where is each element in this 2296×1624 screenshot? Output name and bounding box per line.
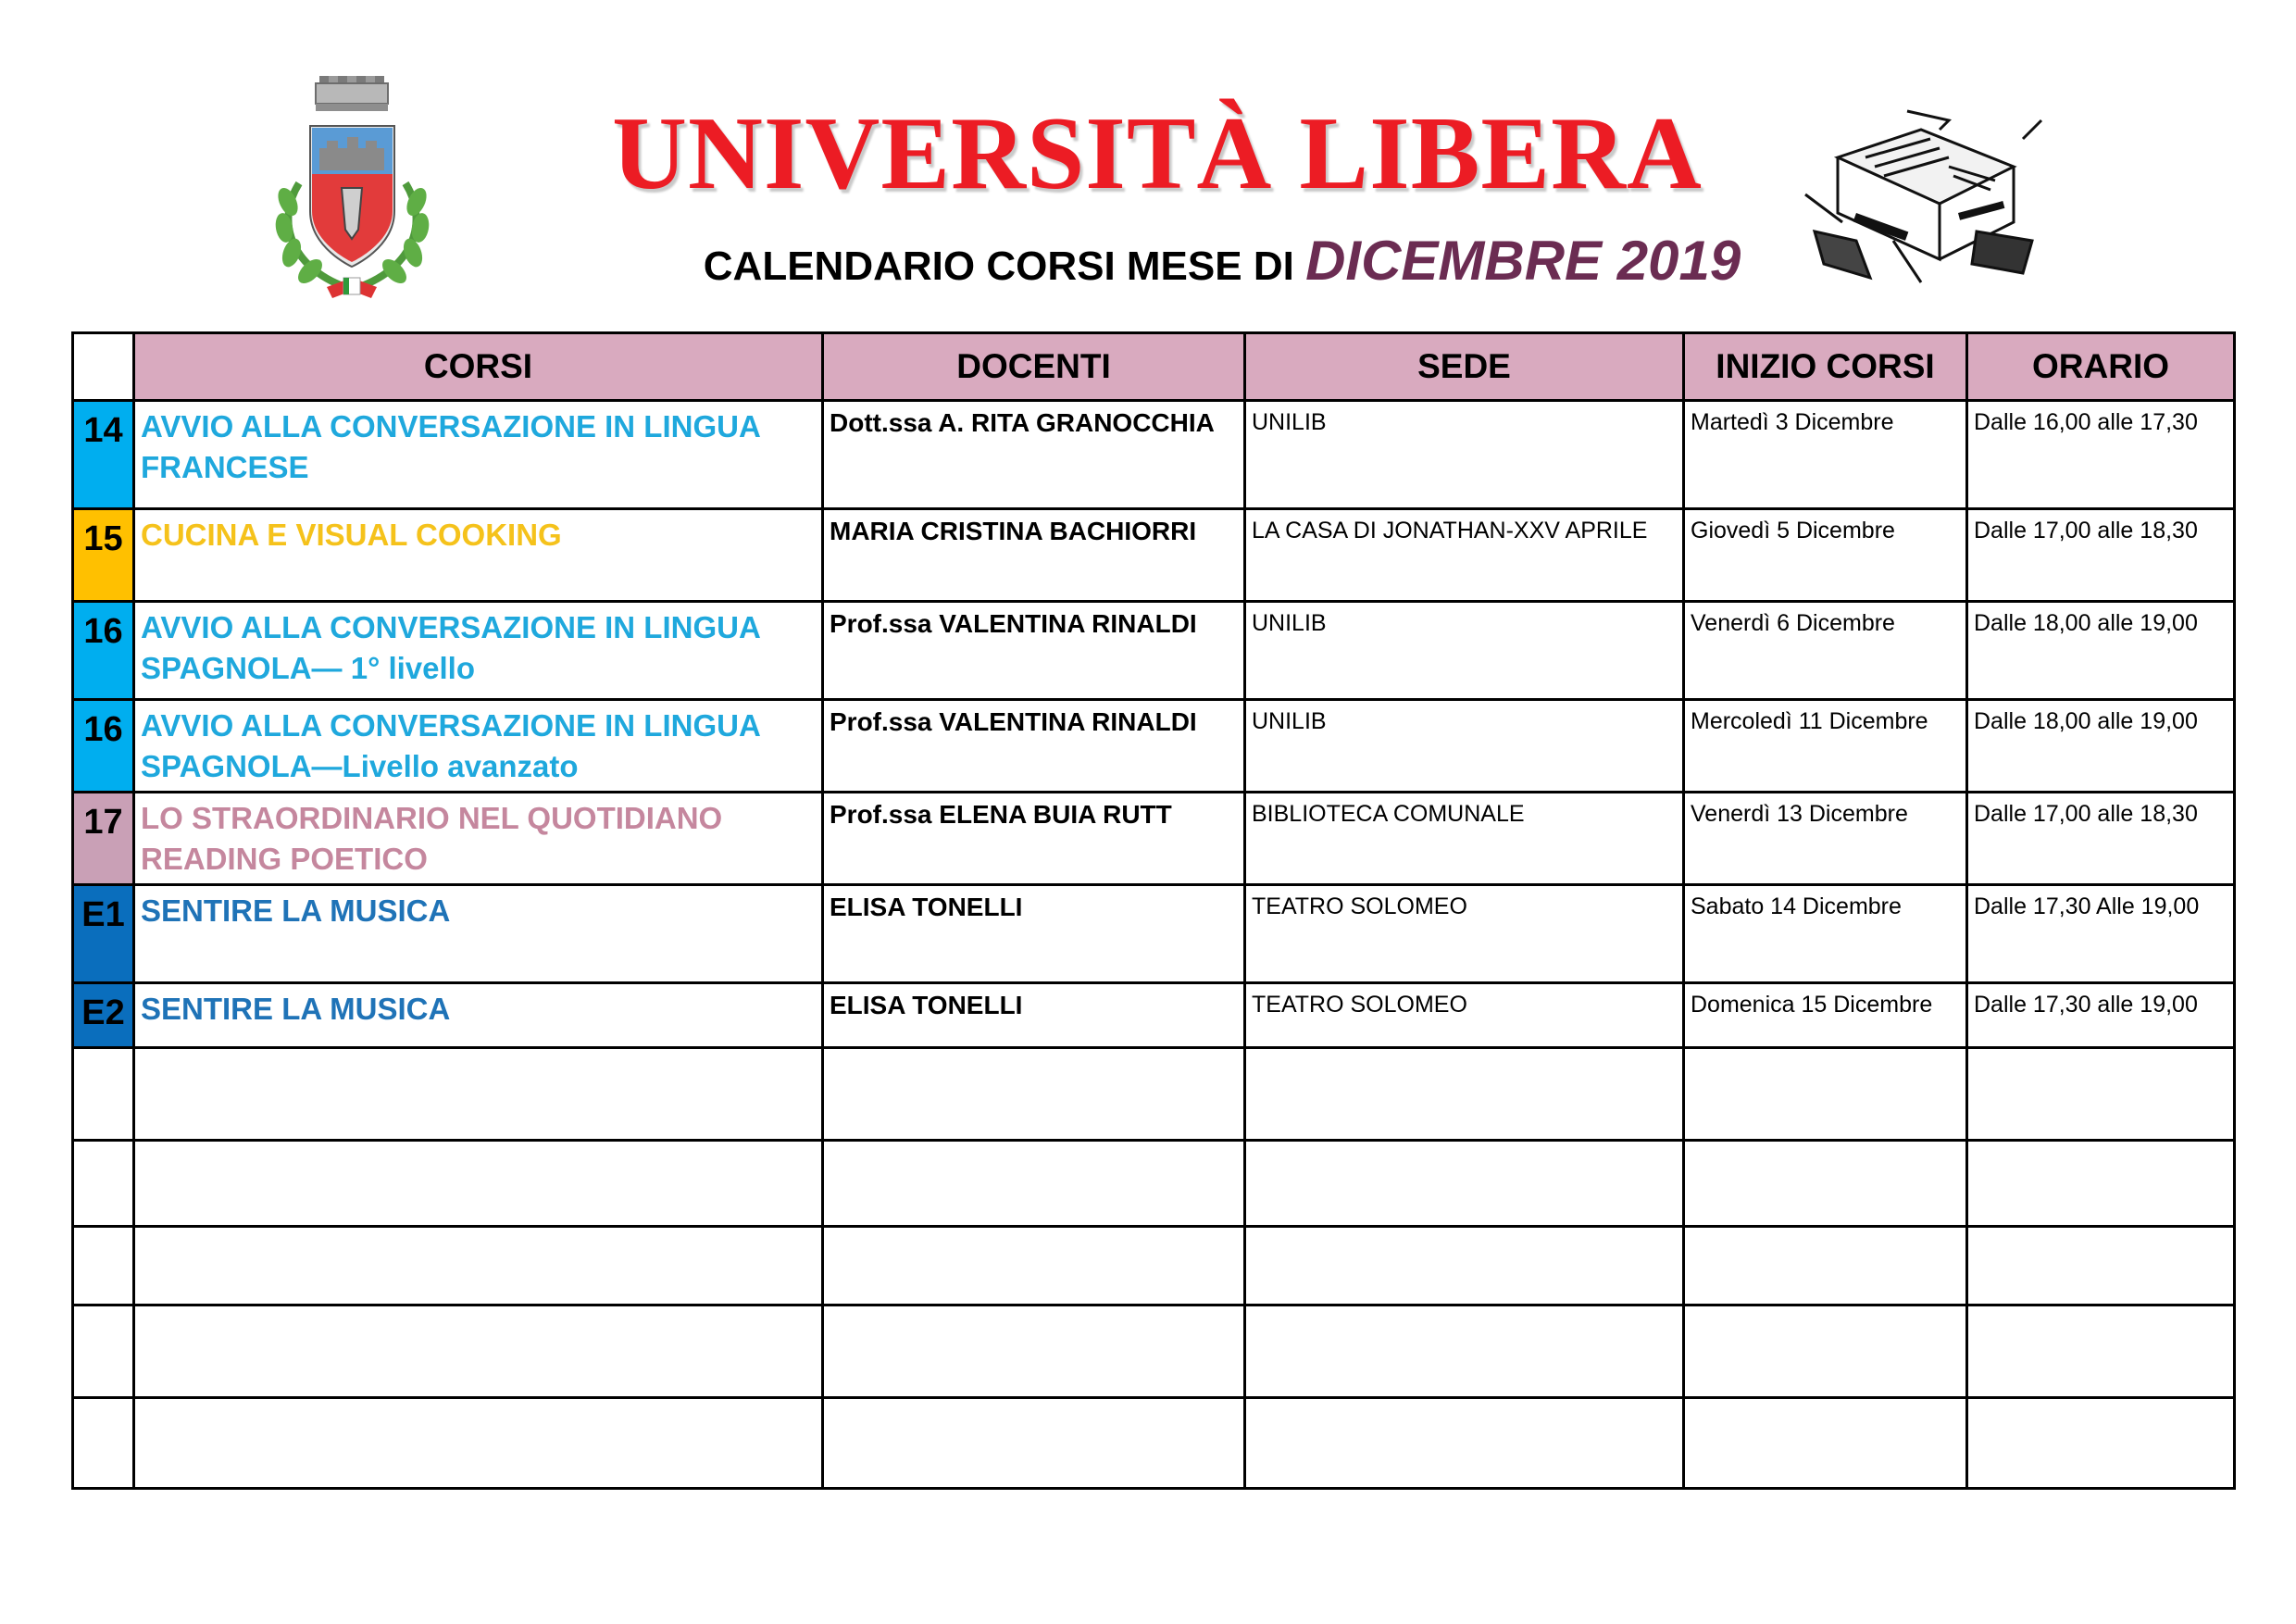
course-number: 15 (73, 509, 134, 602)
course-number: E2 (73, 983, 134, 1048)
course-title-line: SPAGNOLA—Livello avanzato (141, 749, 579, 783)
empty-table-row (73, 1305, 2235, 1398)
course-title-line: FRANCESE (141, 450, 309, 484)
course-number: 16 (73, 602, 134, 700)
column-header-sede: SEDE (1245, 333, 1684, 401)
course-number: 16 (73, 700, 134, 793)
teacher-name: Prof.ssa VALENTINA RINALDI (823, 602, 1245, 700)
teacher-name: ELISA TONELLI (823, 885, 1245, 983)
course-title-line: READING POETICO (141, 842, 428, 876)
teacher-name: MARIA CRISTINA BACHIORRI (823, 509, 1245, 602)
column-header-corsi: CORSI (134, 333, 823, 401)
start-date: Giovedì 5 Dicembre (1684, 509, 1967, 602)
venue: TEATRO SOLOMEO (1245, 885, 1684, 983)
table-row (73, 401, 2235, 509)
course-title (134, 700, 823, 793)
teacher-name: ELISA TONELLI (823, 983, 1245, 1048)
table-row (73, 885, 2235, 983)
schedule-time: Dalle 16,00 alle 17,30 (1967, 401, 2235, 509)
course-title-line: AVVIO ALLA CONVERSAZIONE IN LINGUA (141, 708, 761, 743)
empty-table-row (73, 1141, 2235, 1227)
course-title-line: SENTIRE LA MUSICA (141, 893, 451, 928)
start-date: Martedì 3 Dicembre (1684, 401, 1967, 509)
course-number: 17 (73, 793, 134, 885)
start-date: Sabato 14 Dicembre (1684, 885, 1967, 983)
teacher-name: Prof.ssa ELENA BUIA RUTT (823, 793, 1245, 885)
course-title-line: AVVIO ALLA CONVERSAZIONE IN LINGUA (141, 610, 761, 644)
subtitle-month: DICEMBRE 2019 (1305, 230, 1741, 292)
course-title (134, 983, 823, 1048)
venue: UNILIB (1245, 401, 1684, 509)
table-row (73, 793, 2235, 885)
column-header-orario: ORARIO (1967, 333, 2235, 401)
subtitle-prefix: CALENDARIO CORSI MESE DI (703, 244, 1294, 289)
column-header-inizio-corsi: INIZIO CORSI (1684, 333, 1967, 401)
calendar-subtitle (0, 230, 2296, 292)
venue: TEATRO SOLOMEO (1245, 983, 1684, 1048)
venue: LA CASA DI JONATHAN-XXV APRILE (1245, 509, 1684, 602)
course-title (134, 885, 823, 983)
course-title (134, 793, 823, 885)
table-row (73, 509, 2235, 602)
course-title-line: SENTIRE LA MUSICA (141, 992, 451, 1026)
header-corner-cell (73, 333, 134, 401)
schedule-time: Dalle 17,30 Alle 19,00 (1967, 885, 2235, 983)
schedule-time: Dalle 18,00 alle 19,00 (1967, 602, 2235, 700)
table-row (73, 983, 2235, 1048)
course-number: E1 (73, 885, 134, 983)
empty-table-row (73, 1227, 2235, 1305)
start-date: Venerdì 13 Dicembre (1684, 793, 1967, 885)
page-title: UNIVERSITÀ LIBERA (612, 96, 1703, 211)
course-calendar-table (71, 331, 2236, 1490)
schedule-time: Dalle 18,00 alle 19,00 (1967, 700, 2235, 793)
empty-table-row (73, 1048, 2235, 1141)
venue: BIBLIOTECA COMUNALE (1245, 793, 1684, 885)
teacher-name: Prof.ssa VALENTINA RINALDI (823, 700, 1245, 793)
start-date: Domenica 15 Dicembre (1684, 983, 1967, 1048)
start-date: Venerdì 6 Dicembre (1684, 602, 1967, 700)
course-title (134, 509, 823, 602)
course-title-line: AVVIO ALLA CONVERSAZIONE IN LINGUA (141, 409, 761, 443)
table-row (73, 700, 2235, 793)
table-header-row (73, 333, 2235, 401)
empty-table-row (73, 1398, 2235, 1489)
column-header-docenti: DOCENTI (823, 333, 1245, 401)
schedule-time: Dalle 17,00 alle 18,30 (1967, 793, 2235, 885)
course-title-line: CUCINA E VISUAL COOKING (141, 518, 562, 552)
course-number: 14 (73, 401, 134, 509)
schedule-time: Dalle 17,30 alle 19,00 (1967, 983, 2235, 1048)
start-date: Mercoledì 11 Dicembre (1684, 700, 1967, 793)
course-title (134, 401, 823, 509)
venue: UNILIB (1245, 602, 1684, 700)
schedule-time: Dalle 17,00 alle 18,30 (1967, 509, 2235, 602)
table-row (73, 602, 2235, 700)
course-title (134, 602, 823, 700)
course-title-line: LO STRAORDINARIO NEL QUOTIDIANO (141, 801, 723, 835)
venue: UNILIB (1245, 700, 1684, 793)
course-title-line: SPAGNOLA— 1° livello (141, 651, 475, 685)
teacher-name: Dott.ssa A. RITA GRANOCCHIA (823, 401, 1245, 509)
